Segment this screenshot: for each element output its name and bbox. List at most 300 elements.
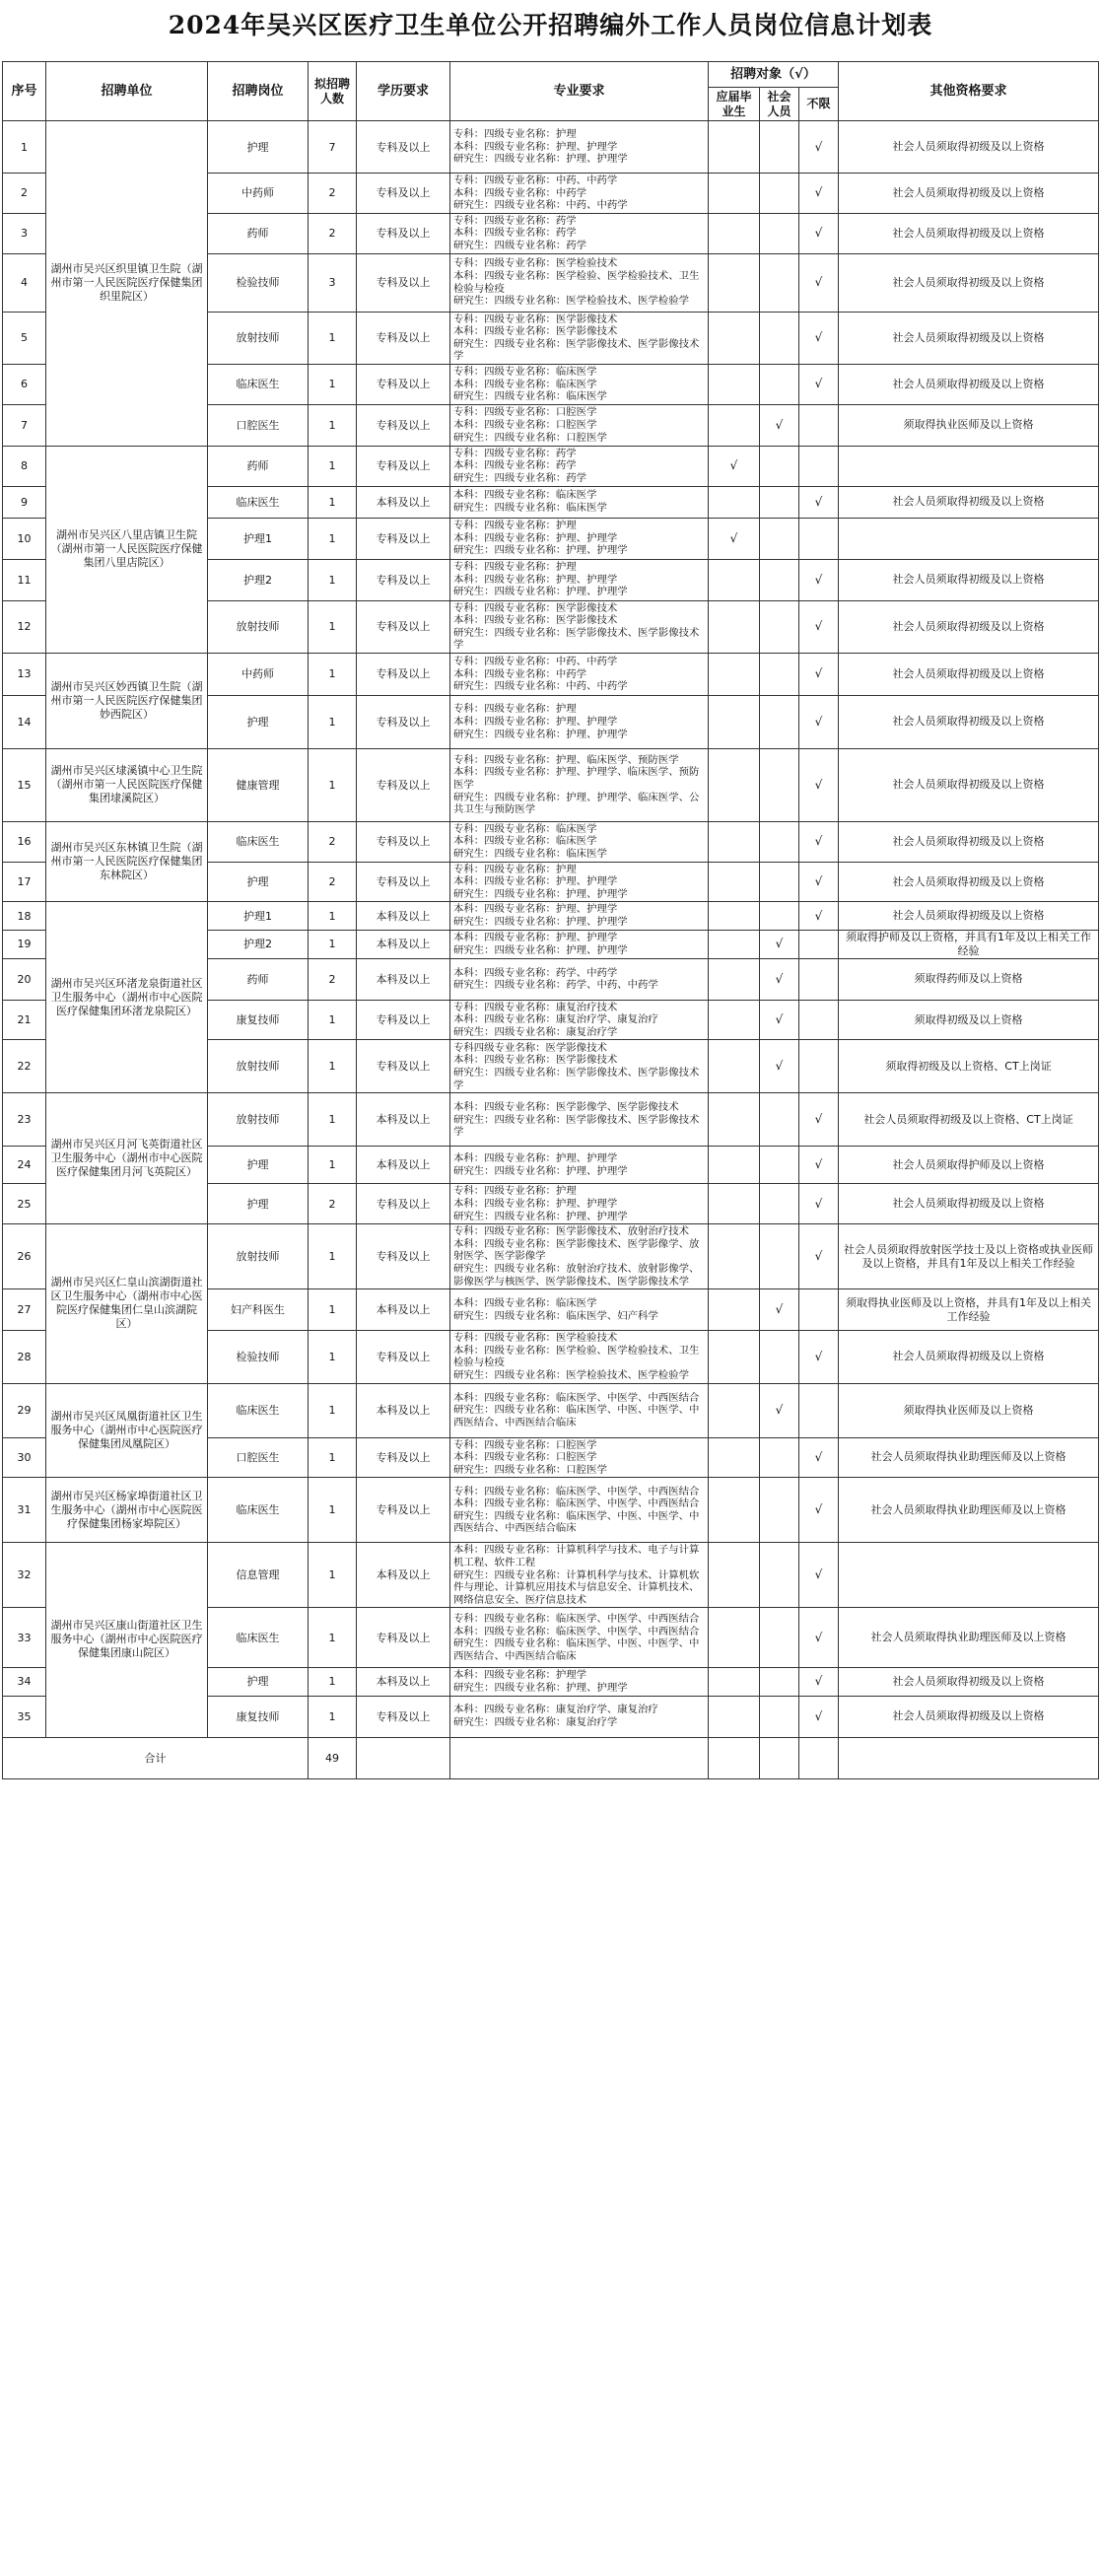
cell-other: 社会人员须取得初级及以上资格 bbox=[839, 653, 1099, 695]
cell-other: 须取得初级及以上资格、CT上岗证 bbox=[839, 1040, 1099, 1093]
cell-target-fresh bbox=[709, 253, 760, 312]
cell-education: 专科及以上 bbox=[357, 1331, 450, 1383]
total-empty-cell bbox=[357, 1737, 450, 1778]
table-row bbox=[3, 1224, 1099, 1289]
cell-major: 专科：四级专业名称：药学 本科：四级专业名称：药学 研究生：四级专业名称：药学 bbox=[450, 446, 709, 486]
cell-target-social bbox=[760, 695, 799, 748]
cell-target-social bbox=[760, 1331, 799, 1383]
cell-position: 临床医生 bbox=[208, 486, 309, 518]
cell-target-fresh bbox=[709, 1147, 760, 1184]
cell-target-unlimited bbox=[799, 958, 839, 1000]
cell-other: 社会人员须取得放射医学技士及以上资格或执业医师及以上资格，并具有1年及以上相关工作经验 bbox=[839, 1224, 1099, 1289]
cell-seq: 10 bbox=[3, 518, 46, 559]
cell-seq: 29 bbox=[3, 1383, 46, 1437]
cell-education: 专科及以上 bbox=[357, 174, 450, 214]
cell-position: 护理 bbox=[208, 121, 309, 174]
cell-other: 须取得执业医师及以上资格，并具有1年及以上相关工作经验 bbox=[839, 1289, 1099, 1331]
cell-seq: 26 bbox=[3, 1224, 46, 1289]
cell-seq: 28 bbox=[3, 1331, 46, 1383]
cell-target-social bbox=[760, 1608, 799, 1668]
table-header bbox=[3, 62, 1099, 121]
cell-education: 专科及以上 bbox=[357, 446, 450, 486]
cell-education: 本科及以上 bbox=[357, 958, 450, 1000]
cell-education: 本科及以上 bbox=[357, 1289, 450, 1331]
cell-target-social: √ bbox=[760, 404, 799, 446]
cell-target-unlimited: √ bbox=[799, 486, 839, 518]
cell-unit: 湖州市吴兴区八里店镇卫生院（湖州市第一人民医院医疗保健集团八里店院区） bbox=[46, 446, 208, 653]
cell-target-social bbox=[760, 213, 799, 253]
cell-education: 本科及以上 bbox=[357, 1147, 450, 1184]
cell-education: 专科及以上 bbox=[357, 364, 450, 404]
cell-education: 本科及以上 bbox=[357, 1668, 450, 1696]
cell-target-fresh: √ bbox=[709, 518, 760, 559]
cell-major: 专科四级专业名称：医学影像技术 本科：四级专业名称：医学影像技术 研究生：四级专业名称：医学影像技术、医学影像技术学 bbox=[450, 1040, 709, 1093]
cell-seq: 9 bbox=[3, 486, 46, 518]
cell-position: 护理 bbox=[208, 1668, 309, 1696]
cell-position: 放射技师 bbox=[208, 1224, 309, 1289]
cell-target-social bbox=[760, 902, 799, 930]
cell-target-fresh bbox=[709, 653, 760, 695]
total-empty-cell bbox=[799, 1737, 839, 1778]
cell-target-fresh bbox=[709, 559, 760, 600]
table-row bbox=[3, 902, 1099, 930]
cell-education: 专科及以上 bbox=[357, 821, 450, 862]
cell-major: 专科：四级专业名称：临床医学、中医学、中西医结合 本科：四级专业名称：临床医学、中医学、中西医结合 研究生：四级专业名称：临床医学、中医、中医学、中西医结合、中西医结合临床 bbox=[450, 1478, 709, 1543]
cell-education: 专科及以上 bbox=[357, 600, 450, 653]
cell-count: 1 bbox=[309, 1478, 357, 1543]
cell-count: 1 bbox=[309, 695, 357, 748]
cell-target-fresh bbox=[709, 748, 760, 821]
cell-seq: 23 bbox=[3, 1093, 46, 1147]
cell-count: 1 bbox=[309, 1093, 357, 1147]
cell-target-fresh bbox=[709, 862, 760, 902]
cell-count: 1 bbox=[309, 486, 357, 518]
cell-target-social bbox=[760, 1543, 799, 1608]
cell-major: 本科：四级专业名称：护理学 研究生：四级专业名称：护理、护理学 bbox=[450, 1668, 709, 1696]
cell-target-social: √ bbox=[760, 1040, 799, 1093]
cell-major: 本科：四级专业名称：药学、中药学 研究生：四级专业名称：药学、中药、中药学 bbox=[450, 958, 709, 1000]
cell-position: 检验技师 bbox=[208, 253, 309, 312]
cell-education: 专科及以上 bbox=[357, 1478, 450, 1543]
cell-target-fresh bbox=[709, 958, 760, 1000]
cell-position: 护理1 bbox=[208, 518, 309, 559]
cell-target-unlimited: √ bbox=[799, 174, 839, 214]
cell-major: 本科：四级专业名称：护理、护理学 研究生：四级专业名称：护理、护理学 bbox=[450, 902, 709, 930]
cell-count: 1 bbox=[309, 1383, 357, 1437]
cell-seq: 2 bbox=[3, 174, 46, 214]
table-row bbox=[3, 1543, 1099, 1608]
cell-target-fresh bbox=[709, 1289, 760, 1331]
cell-major: 本科：四级专业名称：医学影像学、医学影像技术 研究生：四级专业名称：医学影像技术、医学影像技术学 bbox=[450, 1093, 709, 1147]
cell-position: 护理2 bbox=[208, 930, 309, 958]
cell-position: 口腔医生 bbox=[208, 1437, 309, 1478]
cell-other: 社会人员须取得初级及以上资格 bbox=[839, 748, 1099, 821]
cell-target-unlimited: √ bbox=[799, 364, 839, 404]
cell-target-unlimited: √ bbox=[799, 653, 839, 695]
cell-count: 1 bbox=[309, 902, 357, 930]
cell-major: 专科：四级专业名称：护理 本科：四级专业名称：护理、护理学 研究生：四级专业名称：护理、护理学 bbox=[450, 695, 709, 748]
cell-position: 信息管理 bbox=[208, 1543, 309, 1608]
cell-education: 本科及以上 bbox=[357, 486, 450, 518]
cell-target-fresh bbox=[709, 213, 760, 253]
cell-position: 临床医生 bbox=[208, 1383, 309, 1437]
cell-target-social bbox=[760, 1478, 799, 1543]
cell-education: 本科及以上 bbox=[357, 1543, 450, 1608]
cell-other: 社会人员须取得执业助理医师及以上资格 bbox=[839, 1478, 1099, 1543]
cell-seq: 15 bbox=[3, 748, 46, 821]
cell-major: 本科：四级专业名称：临床医学 研究生：四级专业名称：临床医学、妇产科学 bbox=[450, 1289, 709, 1331]
cell-count: 1 bbox=[309, 1000, 357, 1040]
cell-target-social bbox=[760, 446, 799, 486]
cell-target-social bbox=[760, 253, 799, 312]
cell-other: 社会人员须取得初级及以上资格 bbox=[839, 1184, 1099, 1224]
cell-target-unlimited: √ bbox=[799, 1543, 839, 1608]
cell-position: 护理 bbox=[208, 695, 309, 748]
cell-target-fresh: √ bbox=[709, 446, 760, 486]
cell-count: 2 bbox=[309, 958, 357, 1000]
cell-education: 专科及以上 bbox=[357, 213, 450, 253]
cell-other: 须取得护师及以上资格，并具有1年及以上相关工作经验 bbox=[839, 930, 1099, 958]
cell-education: 专科及以上 bbox=[357, 1040, 450, 1093]
total-empty-cell bbox=[450, 1737, 709, 1778]
cell-education: 专科及以上 bbox=[357, 862, 450, 902]
cell-other: 社会人员须取得初级及以上资格 bbox=[839, 312, 1099, 364]
cell-position: 放射技师 bbox=[208, 1040, 309, 1093]
cell-major: 本科：四级专业名称：临床医学 研究生：四级专业名称：临床医学 bbox=[450, 486, 709, 518]
cell-target-fresh bbox=[709, 1478, 760, 1543]
cell-count: 2 bbox=[309, 174, 357, 214]
cell-target-social bbox=[760, 174, 799, 214]
total-empty-cell bbox=[839, 1737, 1099, 1778]
cell-target-unlimited: √ bbox=[799, 312, 839, 364]
cell-unit: 湖州市吴兴区环渚龙泉街道社区卫生服务中心（湖州市中心医院医疗保健集团环渚龙泉院区） bbox=[46, 902, 208, 1093]
cell-target-unlimited bbox=[799, 930, 839, 958]
cell-target-social bbox=[760, 1437, 799, 1478]
cell-target-fresh bbox=[709, 1224, 760, 1289]
cell-education: 本科及以上 bbox=[357, 1383, 450, 1437]
cell-other: 须取得执业医师及以上资格 bbox=[839, 404, 1099, 446]
cell-major: 本科：四级专业名称：康复治疗学、康复治疗 研究生：四级专业名称：康复治疗学 bbox=[450, 1696, 709, 1737]
cell-target-social bbox=[760, 312, 799, 364]
cell-position: 检验技师 bbox=[208, 1331, 309, 1383]
cell-other bbox=[839, 518, 1099, 559]
cell-seq: 5 bbox=[3, 312, 46, 364]
cell-count: 1 bbox=[309, 930, 357, 958]
cell-target-social bbox=[760, 748, 799, 821]
cell-target-fresh bbox=[709, 902, 760, 930]
header-social: 社会人员 bbox=[760, 88, 799, 121]
cell-position: 临床医生 bbox=[208, 1608, 309, 1668]
cell-target-social: √ bbox=[760, 930, 799, 958]
cell-target-fresh bbox=[709, 1608, 760, 1668]
cell-other: 社会人员须取得初级及以上资格 bbox=[839, 559, 1099, 600]
table-row bbox=[3, 121, 1099, 174]
total-count: 49 bbox=[309, 1737, 357, 1778]
cell-target-fresh bbox=[709, 821, 760, 862]
cell-seq: 16 bbox=[3, 821, 46, 862]
cell-education: 专科及以上 bbox=[357, 404, 450, 446]
cell-position: 妇产科医生 bbox=[208, 1289, 309, 1331]
cell-seq: 13 bbox=[3, 653, 46, 695]
cell-target-fresh bbox=[709, 174, 760, 214]
cell-target-fresh bbox=[709, 930, 760, 958]
cell-unit: 湖州市吴兴区月河飞英街道社区卫生服务中心（湖州市中心医院医疗保健集团月河飞英院区） bbox=[46, 1093, 208, 1224]
cell-target-fresh bbox=[709, 1040, 760, 1093]
header-seq: 序号 bbox=[3, 62, 46, 121]
cell-major: 专科：四级专业名称：医学检验技术 本科：四级专业名称：医学检验、医学检验技术、卫生检验与检疫 研究生：四级专业名称：医学检验技术、医学检验学 bbox=[450, 1331, 709, 1383]
cell-target-fresh bbox=[709, 695, 760, 748]
cell-other: 社会人员须取得初级及以上资格 bbox=[839, 121, 1099, 174]
cell-target-unlimited: √ bbox=[799, 1224, 839, 1289]
cell-education: 专科及以上 bbox=[357, 1000, 450, 1040]
cell-target-fresh bbox=[709, 404, 760, 446]
cell-education: 专科及以上 bbox=[357, 748, 450, 821]
cell-target-unlimited: √ bbox=[799, 1696, 839, 1737]
cell-other: 社会人员须取得初级及以上资格 bbox=[839, 902, 1099, 930]
cell-position: 临床医生 bbox=[208, 821, 309, 862]
cell-major: 本科：四级专业名称：护理、护理学 研究生：四级专业名称：护理、护理学 bbox=[450, 1147, 709, 1184]
cell-seq: 11 bbox=[3, 559, 46, 600]
cell-education: 专科及以上 bbox=[357, 1224, 450, 1289]
cell-count: 1 bbox=[309, 1289, 357, 1331]
cell-count: 2 bbox=[309, 213, 357, 253]
cell-seq: 27 bbox=[3, 1289, 46, 1331]
table-row bbox=[3, 1383, 1099, 1437]
cell-target-unlimited: √ bbox=[799, 213, 839, 253]
cell-major: 专科：四级专业名称：中药、中药学 本科：四级专业名称：中药学 研究生：四级专业名称：中药、中药学 bbox=[450, 653, 709, 695]
total-empty-cell bbox=[760, 1737, 799, 1778]
cell-other: 须取得执业医师及以上资格 bbox=[839, 1383, 1099, 1437]
cell-major: 本科：四级专业名称：护理、护理学 研究生：四级专业名称：护理、护理学 bbox=[450, 930, 709, 958]
cell-other bbox=[839, 1543, 1099, 1608]
cell-target-fresh bbox=[709, 1184, 760, 1224]
cell-major: 专科：四级专业名称：医学影像技术 本科：四级专业名称：医学影像技术 研究生：四级专业名称：医学影像技术、医学影像技术学 bbox=[450, 312, 709, 364]
cell-count: 1 bbox=[309, 1437, 357, 1478]
cell-target-unlimited: √ bbox=[799, 1437, 839, 1478]
cell-target-social bbox=[760, 364, 799, 404]
cell-other: 社会人员须取得执业助理医师及以上资格 bbox=[839, 1437, 1099, 1478]
cell-position: 健康管理 bbox=[208, 748, 309, 821]
cell-seq: 33 bbox=[3, 1608, 46, 1668]
table-row bbox=[3, 821, 1099, 862]
cell-target-fresh bbox=[709, 1668, 760, 1696]
cell-education: 本科及以上 bbox=[357, 930, 450, 958]
cell-major: 专科：四级专业名称：药学 本科：四级专业名称：药学 研究生：四级专业名称：药学 bbox=[450, 213, 709, 253]
cell-unit: 湖州市吴兴区东林镇卫生院（湖州市第一人民医院医疗保健集团东林院区） bbox=[46, 821, 208, 902]
cell-major: 专科：四级专业名称：口腔医学 本科：四级专业名称：口腔医学 研究生：四级专业名称：口腔医学 bbox=[450, 1437, 709, 1478]
cell-unit: 湖州市吴兴区妙西镇卫生院（湖州市第一人民医院医疗保健集团妙西院区） bbox=[46, 653, 208, 748]
cell-target-unlimited: √ bbox=[799, 1478, 839, 1543]
cell-target-fresh bbox=[709, 1093, 760, 1147]
cell-count: 1 bbox=[309, 1224, 357, 1289]
cell-seq: 35 bbox=[3, 1696, 46, 1737]
cell-position: 药师 bbox=[208, 958, 309, 1000]
cell-major: 专科：四级专业名称：护理 本科：四级专业名称：护理、护理学 研究生：四级专业名称：护理、护理学 bbox=[450, 518, 709, 559]
cell-position: 临床医生 bbox=[208, 1478, 309, 1543]
cell-major: 专科：四级专业名称：口腔医学 本科：四级专业名称：口腔医学 研究生：四级专业名称：口腔医学 bbox=[450, 404, 709, 446]
cell-target-social bbox=[760, 1184, 799, 1224]
cell-position: 药师 bbox=[208, 213, 309, 253]
header-education: 学历要求 bbox=[357, 62, 450, 121]
cell-target-social: √ bbox=[760, 1289, 799, 1331]
cell-education: 专科及以上 bbox=[357, 653, 450, 695]
cell-major: 本科：四级专业名称：临床医学、中医学、中西医结合 研究生：四级专业名称：临床医学、中医、中医学、中西医结合、中西医结合临床 bbox=[450, 1383, 709, 1437]
cell-target-fresh bbox=[709, 1331, 760, 1383]
cell-count: 1 bbox=[309, 600, 357, 653]
cell-count: 7 bbox=[309, 121, 357, 174]
cell-position: 放射技师 bbox=[208, 1093, 309, 1147]
cell-major: 专科：四级专业名称：医学检验技术 本科：四级专业名称：医学检验、医学检验技术、卫生检验与检疫 研究生：四级专业名称：医学检验技术、医学检验学 bbox=[450, 253, 709, 312]
cell-target-fresh bbox=[709, 486, 760, 518]
cell-position: 中药师 bbox=[208, 174, 309, 214]
cell-other: 须取得药师及以上资格 bbox=[839, 958, 1099, 1000]
cell-target-unlimited: √ bbox=[799, 695, 839, 748]
cell-other: 社会人员须取得初级及以上资格、CT上岗证 bbox=[839, 1093, 1099, 1147]
cell-count: 1 bbox=[309, 446, 357, 486]
cell-position: 护理 bbox=[208, 862, 309, 902]
cell-education: 专科及以上 bbox=[357, 559, 450, 600]
cell-seq: 18 bbox=[3, 902, 46, 930]
total-label: 合计 bbox=[3, 1737, 309, 1778]
cell-position: 康复技师 bbox=[208, 1696, 309, 1737]
cell-education: 专科及以上 bbox=[357, 695, 450, 748]
cell-seq: 4 bbox=[3, 253, 46, 312]
cell-count: 3 bbox=[309, 253, 357, 312]
cell-target-social bbox=[760, 821, 799, 862]
cell-target-unlimited: √ bbox=[799, 1608, 839, 1668]
cell-target-unlimited bbox=[799, 1000, 839, 1040]
cell-major: 专科：四级专业名称：康复治疗技术 本科：四级专业名称：康复治疗学、康复治疗 研究生：四级专业名称：康复治疗学 bbox=[450, 1000, 709, 1040]
cell-count: 1 bbox=[309, 404, 357, 446]
cell-target-unlimited: √ bbox=[799, 1184, 839, 1224]
cell-seq: 3 bbox=[3, 213, 46, 253]
cell-target-unlimited bbox=[799, 518, 839, 559]
cell-target-unlimited bbox=[799, 1040, 839, 1093]
cell-count: 2 bbox=[309, 821, 357, 862]
cell-other: 社会人员须取得初级及以上资格 bbox=[839, 364, 1099, 404]
cell-education: 专科及以上 bbox=[357, 253, 450, 312]
cell-target-unlimited: √ bbox=[799, 902, 839, 930]
cell-other: 社会人员须取得初级及以上资格 bbox=[839, 253, 1099, 312]
header-unlimited: 不限 bbox=[799, 88, 839, 121]
cell-target-unlimited: √ bbox=[799, 1331, 839, 1383]
cell-target-social bbox=[760, 1668, 799, 1696]
cell-count: 1 bbox=[309, 748, 357, 821]
cell-count: 1 bbox=[309, 1696, 357, 1737]
header-major: 专业要求 bbox=[450, 62, 709, 121]
page-title: 2024年吴兴区医疗卫生单位公开招聘编外工作人员岗位信息计划表 bbox=[168, 11, 933, 39]
cell-major: 专科：四级专业名称：护理 本科：四级专业名称：护理、护理学 研究生：四级专业名称：护理、护理学 bbox=[450, 862, 709, 902]
cell-target-social bbox=[760, 862, 799, 902]
cell-target-unlimited: √ bbox=[799, 1668, 839, 1696]
cell-target-unlimited: √ bbox=[799, 600, 839, 653]
cell-target-unlimited bbox=[799, 404, 839, 446]
cell-seq: 24 bbox=[3, 1147, 46, 1184]
cell-other: 社会人员须取得初级及以上资格 bbox=[839, 1696, 1099, 1737]
cell-unit: 湖州市吴兴区杨家埠街道社区卫生服务中心（湖州市中心医院医疗保健集团杨家埠院区） bbox=[46, 1478, 208, 1543]
total-empty-cell bbox=[709, 1737, 760, 1778]
cell-seq: 14 bbox=[3, 695, 46, 748]
cell-education: 专科及以上 bbox=[357, 121, 450, 174]
cell-target-unlimited: √ bbox=[799, 121, 839, 174]
cell-other: 社会人员须取得初级及以上资格 bbox=[839, 862, 1099, 902]
cell-target-unlimited: √ bbox=[799, 253, 839, 312]
cell-other bbox=[839, 446, 1099, 486]
cell-seq: 20 bbox=[3, 958, 46, 1000]
cell-position: 口腔医生 bbox=[208, 404, 309, 446]
cell-education: 专科及以上 bbox=[357, 312, 450, 364]
table-body bbox=[3, 121, 1099, 1779]
cell-target-social: √ bbox=[760, 1383, 799, 1437]
cell-seq: 12 bbox=[3, 600, 46, 653]
cell-count: 2 bbox=[309, 862, 357, 902]
cell-target-fresh bbox=[709, 1696, 760, 1737]
table-row bbox=[3, 1093, 1099, 1147]
cell-target-social bbox=[760, 653, 799, 695]
cell-position: 护理 bbox=[208, 1147, 309, 1184]
cell-education: 专科及以上 bbox=[357, 1184, 450, 1224]
cell-count: 1 bbox=[309, 1147, 357, 1184]
header-count: 拟招聘人数 bbox=[309, 62, 357, 121]
cell-target-social: √ bbox=[760, 958, 799, 1000]
cell-count: 1 bbox=[309, 1543, 357, 1608]
cell-count: 1 bbox=[309, 364, 357, 404]
cell-education: 专科及以上 bbox=[357, 1437, 450, 1478]
cell-seq: 31 bbox=[3, 1478, 46, 1543]
cell-seq: 17 bbox=[3, 862, 46, 902]
cell-target-unlimited: √ bbox=[799, 748, 839, 821]
cell-target-social bbox=[760, 1696, 799, 1737]
cell-position: 护理2 bbox=[208, 559, 309, 600]
cell-target-fresh bbox=[709, 312, 760, 364]
cell-seq: 25 bbox=[3, 1184, 46, 1224]
cell-target-unlimited bbox=[799, 1289, 839, 1331]
cell-target-social: √ bbox=[760, 1000, 799, 1040]
cell-other: 社会人员须取得初级及以上资格 bbox=[839, 1668, 1099, 1696]
cell-target-social bbox=[760, 1224, 799, 1289]
recruitment-table bbox=[2, 61, 1099, 1779]
cell-seq: 22 bbox=[3, 1040, 46, 1093]
cell-major: 专科：四级专业名称：医学影像技术 本科：四级专业名称：医学影像技术 研究生：四级专业名称：医学影像技术、医学影像技术学 bbox=[450, 600, 709, 653]
header-unit: 招聘单位 bbox=[46, 62, 208, 121]
cell-target-fresh bbox=[709, 1543, 760, 1608]
cell-other: 社会人员须取得初级及以上资格 bbox=[839, 1331, 1099, 1383]
cell-education: 本科及以上 bbox=[357, 902, 450, 930]
cell-seq: 34 bbox=[3, 1668, 46, 1696]
cell-education: 本科及以上 bbox=[357, 1093, 450, 1147]
cell-position: 临床医生 bbox=[208, 364, 309, 404]
cell-position: 康复技师 bbox=[208, 1000, 309, 1040]
cell-other: 社会人员须取得初级及以上资格 bbox=[839, 695, 1099, 748]
table-row bbox=[3, 748, 1099, 821]
cell-other: 社会人员须取得初级及以上资格 bbox=[839, 174, 1099, 214]
cell-target-social bbox=[760, 1147, 799, 1184]
cell-seq: 6 bbox=[3, 364, 46, 404]
cell-target-social bbox=[760, 486, 799, 518]
cell-major: 专科：四级专业名称：临床医学 本科：四级专业名称：临床医学 研究生：四级专业名称：临床医学 bbox=[450, 821, 709, 862]
cell-other: 社会人员须取得执业助理医师及以上资格 bbox=[839, 1608, 1099, 1668]
cell-position: 护理 bbox=[208, 1184, 309, 1224]
header-target: 招聘对象（√） bbox=[709, 62, 839, 88]
cell-seq: 32 bbox=[3, 1543, 46, 1608]
cell-major: 专科：四级专业名称：临床医学、中医学、中西医结合 本科：四级专业名称：临床医学、中医学、中西医结合 研究生：四级专业名称：临床医学、中医、中医学、中西医结合、中西医结合临床 bbox=[450, 1608, 709, 1668]
cell-target-unlimited: √ bbox=[799, 559, 839, 600]
cell-position: 放射技师 bbox=[208, 600, 309, 653]
cell-target-social bbox=[760, 518, 799, 559]
cell-position: 药师 bbox=[208, 446, 309, 486]
cell-count: 1 bbox=[309, 1331, 357, 1383]
cell-target-fresh bbox=[709, 364, 760, 404]
